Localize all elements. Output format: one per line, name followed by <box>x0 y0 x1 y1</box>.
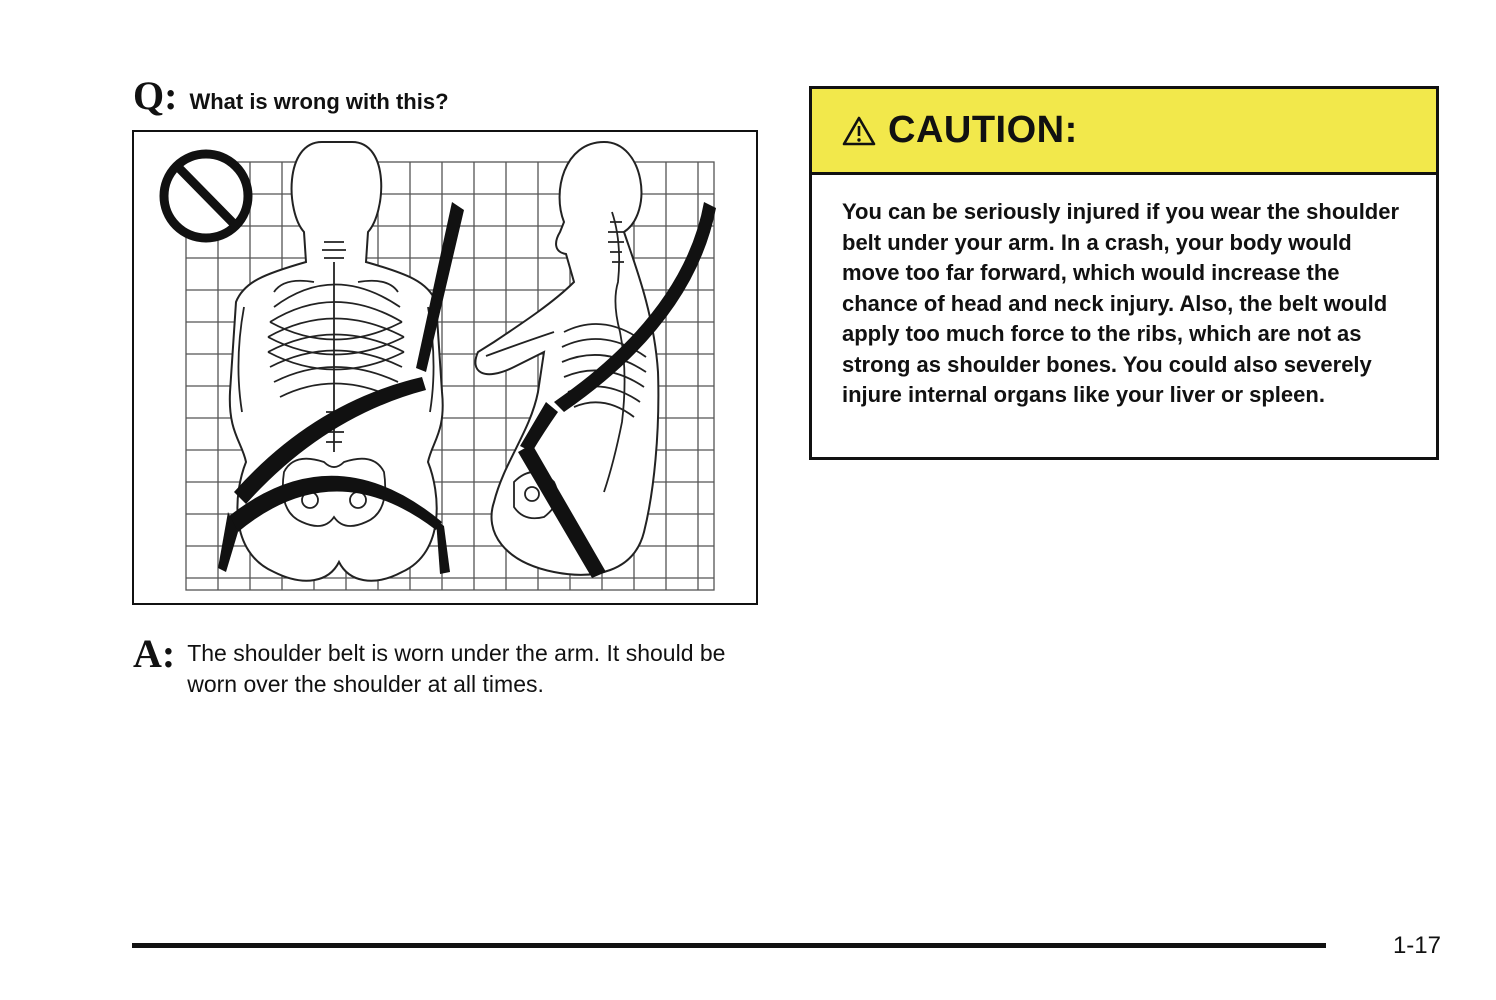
front-view-figure <box>218 142 464 581</box>
page-number: 1-17 <box>1392 932 1441 959</box>
caution-box <box>809 86 1439 460</box>
footer-rule <box>132 943 1326 948</box>
answer-letter: A: <box>133 631 176 676</box>
question-line <box>133 73 449 118</box>
caution-title: CAUTION: <box>888 109 1078 151</box>
skeleton-belt-illustration <box>134 132 756 603</box>
caution-header <box>812 89 1436 175</box>
side-view-figure <box>475 142 716 578</box>
question-text: What is wrong with this? <box>189 89 449 114</box>
answer-text: The shoulder belt is worn under the arm. It should be worn over the shoulder at all times. <box>187 640 726 697</box>
question-letter: Q: <box>133 73 178 118</box>
warning-triangle-icon <box>842 115 876 147</box>
answer-line <box>133 631 757 700</box>
caution-body: You can be seriously injured if you wear the shoulder belt under your arm. In a crash, your body would move too far forward, which would increase the chance of head and neck injury. Also, the belt would apply too much force to the ribs, which are not as strong as shoulder bones. You could also severely injure internal organs like your liver or spleen. <box>842 199 1400 407</box>
illustration-frame <box>132 130 758 605</box>
prohibition-icon <box>164 154 248 238</box>
